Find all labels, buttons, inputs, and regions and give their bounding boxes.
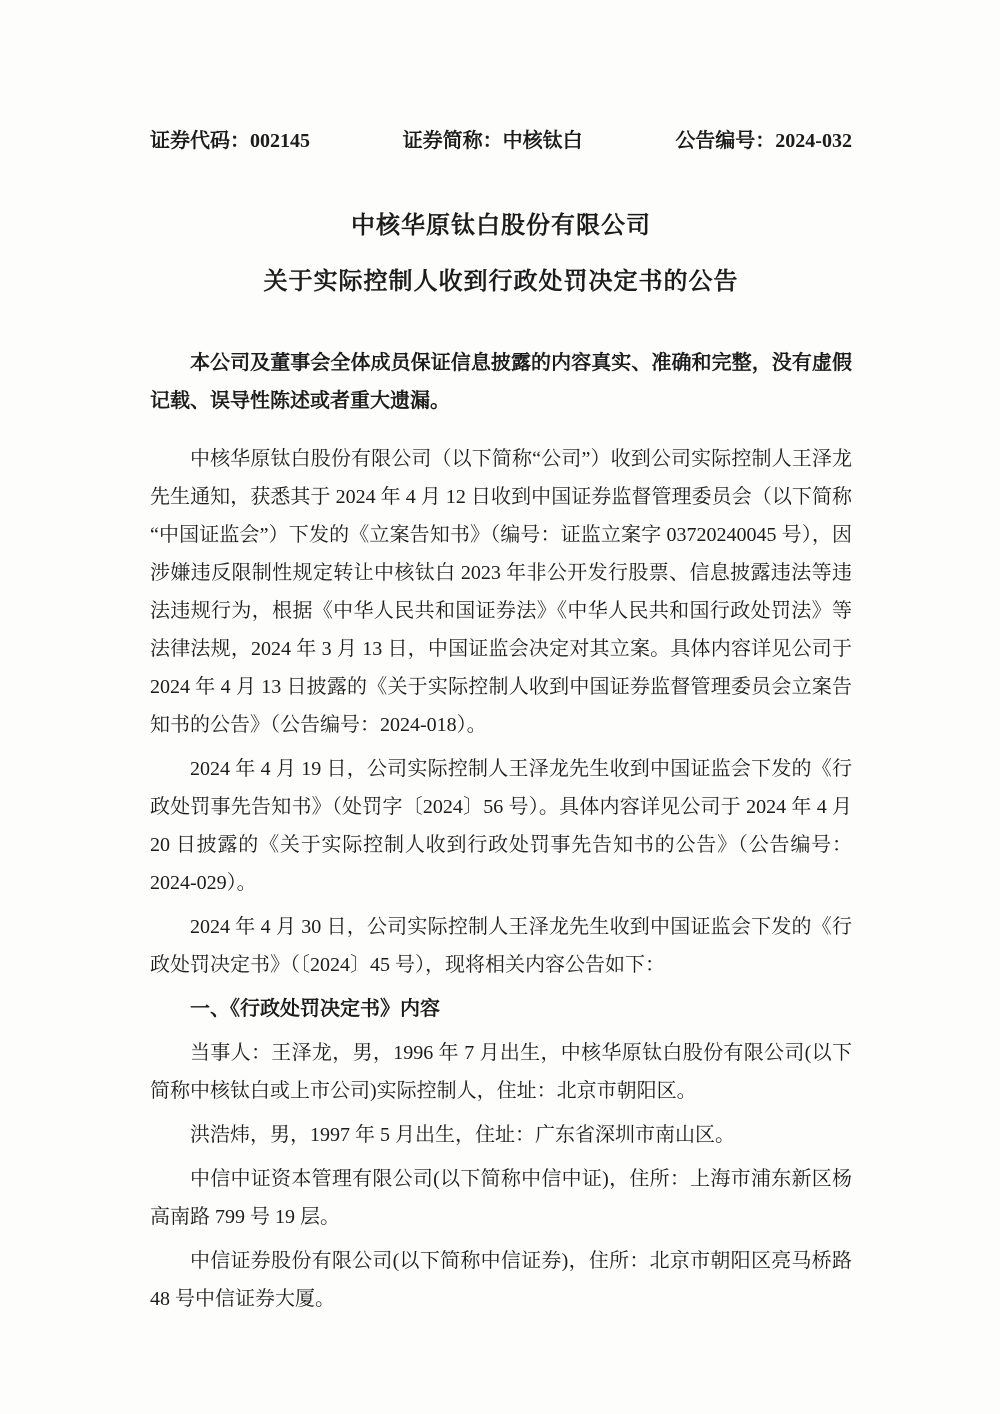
body-paragraph-party-honghaowei: 洪浩炜，男，1997 年 5 月出生，住址：广东省深圳市南山区。 [190,1124,735,1146]
body-paragraph-party-wangzelong: 当事人：王泽龙，男，1996 年 7 月出生，中核华原钛白股份有限公司(以下简称中核钛白或上市公司)实际控制人，住址：北京市朝阳区。 [150,1042,852,1102]
announcement-number: 公告编号：2024-032 [675,130,852,152]
body-paragraph-decision-received: 2024 年 4 月 30 日，公司实际控制人王泽龙先生收到中国证监会下发的《行政处罚决定书》（〔2024〕45 号），现将相关内容公告如下： [150,916,852,976]
announcement-body [150,440,852,1318]
announcement-title: 关于实际控制人收到行政处罚决定书的公告 [263,268,739,295]
body-paragraph-advance-notice: 2024 年 4 月 19 日，公司实际控制人王泽龙先生收到中国证监会下发的《行政处罚事先告知书》（处罚字〔2024〕56 号）。具体内容详见公司于 2024 年 4 月 20 日披露的《关于实际控制人收到行政处罚事先告知书的公告》（公告编号：2024-029）。 [150,758,852,894]
section-heading-decision-content: 一、《行政处罚决定书》内容 [190,998,440,1020]
body-paragraph-filing-notice: 中核华原钛白股份有限公司（以下简称“公司”）收到公司实际控制人王泽龙先生通知，获悉其于 2024 年 4 月 12 日收到中国证券监督管理委员会（以下简称“中国证监会”）下发的《立案告知书》（编号：证监立案字 03720240045 号），因涉嫌违反限制性规定转让中核钛白 2023 年非公开发行股票、信息披露违法等违法违规行为，根据《中华人民共和国证券法》《中华人民共和国行政处罚法》等法律法规，2024 年 3 月 13 日，中国证监会决定对其立案。具体内容详见公司于 2024 年 4 月 13 日披露的《关于实际控制人收到中国证券监督管理委员会立案告知书的公告》（公告编号：2024-018）。 [150,448,852,736]
stock-code: 证券代码：002145 [150,130,310,152]
securities-header-row [150,128,852,154]
stock-short-name: 证券简称：中核钛白 [402,130,583,152]
company-title: 中核华原钛白股份有限公司 [351,212,651,239]
board-declaration: 本公司及董事会全体成员保证信息披露的内容真实、准确和完整，没有虚假记载、误导性陈述或者重大遗漏。 [150,352,852,412]
body-paragraph-party-citic-zhongzheng: 中信中证资本管理有限公司(以下简称中信中证)，住所：上海市浦东新区杨高南路 799 号 19 层。 [150,1168,852,1228]
body-paragraph-party-citic-securities: 中信证券股份有限公司(以下简称中信证券)，住所：北京市朝阳区亮马桥路 48 号中信证券大厦。 [150,1250,852,1310]
